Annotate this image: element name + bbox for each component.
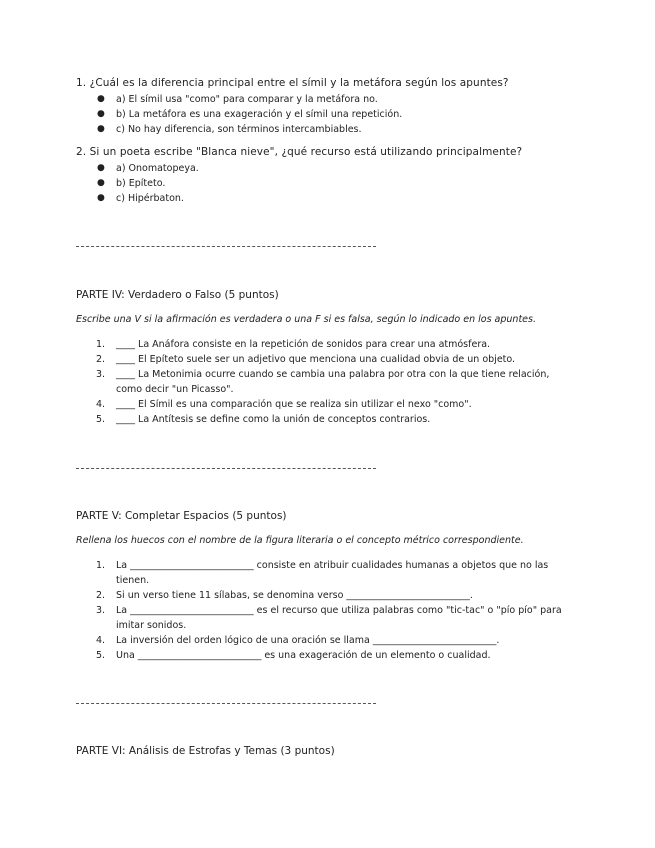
part5-list bbox=[96, 558, 576, 663]
part6-title: PARTE VI: Análisis de Estrofas y Temas (3 puntos) bbox=[76, 745, 335, 757]
bullet-icon: ● bbox=[97, 124, 105, 134]
list-item: 4. La inversión del orden lógico de una oración se llama __________________________. bbox=[96, 635, 500, 646]
part5-instruction: Rellena los huecos con el nombre de la figura literaria o el concepto métrico correspondiente. bbox=[76, 535, 524, 546]
option-item: ● c) No hay diferencia, son términos intercambiables. bbox=[97, 124, 362, 135]
question-2-options bbox=[90, 161, 199, 206]
list-item: 3. La __________________________ es el recurso que utiliza palabras como "tic-tac" o "pío pío" para imitar sonidos. bbox=[96, 605, 562, 631]
list-item: 1. La __________________________ consiste en atribuir cualidades humanas a objetos que no las tienen. bbox=[96, 560, 549, 586]
list-item: 2. Si un verso tiene 11 sílabas, se denomina verso __________________________. bbox=[96, 590, 473, 601]
list-item: 3. ____ La Metonimia ocurre cuando se cambia una palabra por otra con la que tiene relación, como decir "un Picasso". bbox=[96, 369, 550, 395]
question-1: 1. ¿Cuál es la diferencia principal entre el símil y la metáfora según los apuntes? bbox=[76, 77, 509, 89]
part4-list bbox=[96, 337, 576, 427]
list-item: 2. ____ El Epíteto suele ser un adjetivo que menciona una cualidad obvia de un objeto. bbox=[96, 354, 516, 365]
bullet-icon: ● bbox=[97, 178, 105, 188]
question-2: 2. Si un poeta escribe "Blanca nieve", ¿qué recurso está utilizando principalmente? bbox=[76, 146, 523, 158]
list-item: 5. ____ La Antítesis se define como la unión de conceptos contrarios. bbox=[96, 414, 431, 425]
list-item: 5. Una __________________________ es una exageración de un elemento o cualidad. bbox=[96, 650, 491, 661]
part4-title: PARTE IV: Verdadero o Falso (5 puntos) bbox=[76, 289, 279, 301]
part5-title: PARTE V: Completar Espacios (5 puntos) bbox=[76, 510, 287, 522]
bullet-icon: ● bbox=[97, 94, 105, 104]
question-1-options bbox=[90, 92, 402, 137]
list-item: 4. ____ El Símil es una comparación que se realiza sin utilizar el nexo "como". bbox=[96, 399, 472, 410]
part4-instruction: Escribe una V si la afirmación es verdadera o una F si es falsa, según lo indicado en los apuntes. bbox=[76, 314, 536, 325]
section-divider bbox=[76, 246, 376, 247]
section-divider bbox=[76, 703, 376, 704]
bullet-icon: ● bbox=[97, 193, 105, 203]
list-item: 1. ____ La Anáfora consiste en la repetición de sonidos para crear una atmósfera. bbox=[96, 339, 491, 350]
option-item: ● a) El símil usa "como" para comparar y la metáfora no. bbox=[97, 94, 378, 105]
bullet-icon: ● bbox=[97, 163, 105, 173]
option-item: ● b) La metáfora es una exageración y el símil una repetición. bbox=[97, 109, 403, 120]
section-divider bbox=[76, 468, 376, 469]
option-item: ● b) Epíteto. bbox=[97, 178, 166, 189]
bullet-icon: ● bbox=[97, 109, 105, 119]
option-item: ● c) Hipérbaton. bbox=[97, 193, 184, 204]
option-item: ● a) Onomatopeya. bbox=[97, 163, 199, 174]
